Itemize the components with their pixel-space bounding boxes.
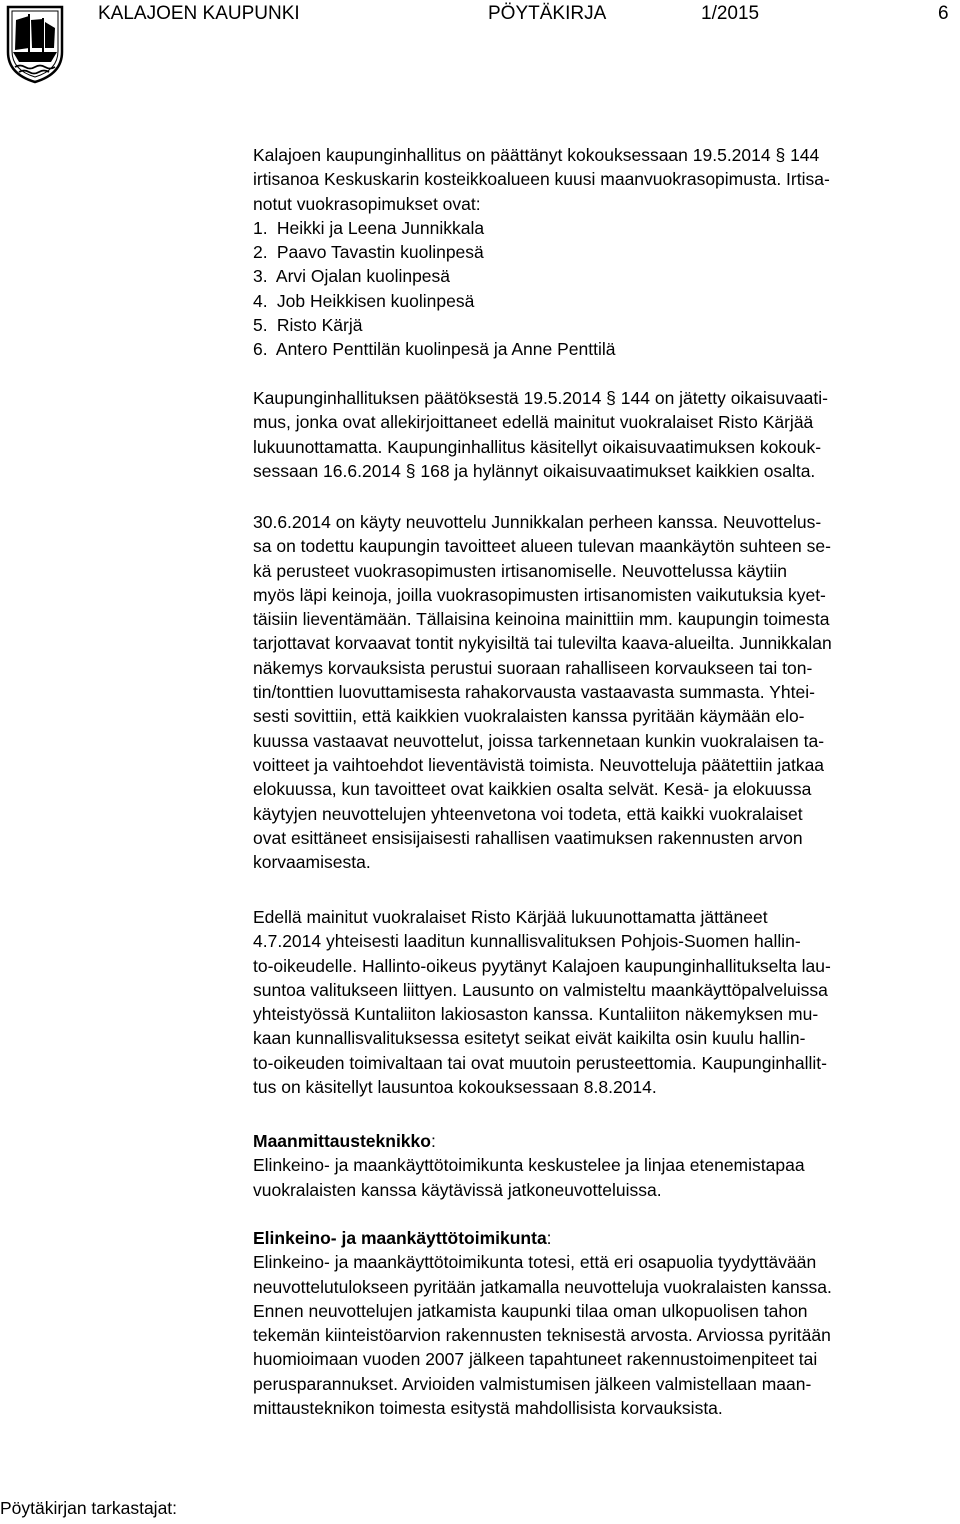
list-text: Paavo Tavastin kuolinpesä xyxy=(276,242,484,263)
appeal-paragraph xyxy=(253,905,960,1099)
list-item xyxy=(253,264,960,288)
page-header xyxy=(0,0,960,30)
text-line: tus on käsitellyt lausuntoa kokouksessaan 8.8.2014. xyxy=(253,1077,657,1098)
text-line: Ennen neuvottelujen jatkamista kaupunki tilaa oman ulkopuolisen tahon xyxy=(253,1300,808,1321)
heading-colon: : xyxy=(430,1131,436,1151)
minutes-reviewers-label: Pöytäkirjan tarkastajat: xyxy=(0,1498,178,1518)
list-item xyxy=(253,313,960,337)
list-text: Risto Kärjä xyxy=(276,315,363,336)
negotiation-paragraph xyxy=(253,510,960,874)
text-line: käytyjen neuvottelujen yhteenvetona voi todeta, että kaikki vuokralaiset xyxy=(253,803,803,824)
list-number: 1. xyxy=(253,217,268,238)
list-item xyxy=(253,337,960,361)
text-line: vuokralaisten kanssa käytävissä jatkoneuvotteluissa. xyxy=(253,1179,662,1200)
text-line: perusparannukset. Arvioiden valmistumisen jälkeen valmistellaan maan- xyxy=(253,1373,812,1394)
section-heading xyxy=(253,1129,960,1153)
list-text: Arvi Ojalan kuolinpesä xyxy=(275,266,451,287)
text-line: kuussa vastaavat neuvottelut, joissa tarkennetaan kunkin vuokralaisen ta- xyxy=(253,730,825,751)
decision-paragraph xyxy=(253,386,960,483)
coat-of-arms-ship-icon xyxy=(5,4,65,84)
text-line: näkemys korvauksista perustui suoraan rahalliseen korvaukseen tai ton- xyxy=(253,657,813,678)
text-line: irtisanoa Keskuskarin kosteikkoalueen kuusi maanvuokrasopimusta. Irtisa- xyxy=(253,169,830,190)
list-text: Job Heikkisen kuolinpesä xyxy=(276,290,475,311)
text-line: suntoa valitukseen liittyen. Lausunto on valmisteltu maankäyttöpalveluissa xyxy=(253,979,828,1000)
text-line: lukuunottamatta. Kaupunginhallitus käsitellyt oikaisuvaatimuksen kokouk- xyxy=(253,436,822,457)
list-number: 3. xyxy=(253,266,268,287)
city-name: KALAJOEN KAUPUNKI xyxy=(98,3,300,24)
list-item xyxy=(253,240,960,264)
document-number: 1/2015 xyxy=(701,3,760,24)
text-line: sessaan 16.6.2014 § 168 ja hylännyt oikaisuvaatimukset kaikkien osalta. xyxy=(253,460,816,481)
text-line: voitteet ja vaihtoehdot lieventävistä toimista. Neuvotteluja päätettiin jatkaa xyxy=(253,754,825,775)
section-title: Maanmittausteknikko xyxy=(253,1131,431,1151)
text-line: Kalajoen kaupunginhallitus on päättänyt kokouksessaan 19.5.2014 § 144 xyxy=(253,145,820,165)
text-line: huomioimaan vuoden 2007 jälkeen tapahtuneet rakennustoimenpiteet tai xyxy=(253,1349,818,1370)
text-line: myös läpi keinoja, joilla vuokrasopimusten irtisanomisten vaikutuksia kyet- xyxy=(253,584,826,605)
list-item xyxy=(253,216,960,240)
list-number: 6. xyxy=(253,339,268,360)
text-line: mus, jonka ovat allekirjoittaneet edellä mainitut vuokralaiset Risto Kärjää xyxy=(253,412,814,433)
text-line: neuvottelutulokseen pyritään jatkamalla neuvotteluja vuokralaisten kanssa. xyxy=(253,1276,832,1297)
intro-paragraph xyxy=(253,143,960,362)
heading-colon: : xyxy=(546,1228,552,1248)
text-line: sa on todettu kaupungin tavoitteet alueen tulevan maankäytön suhteen se- xyxy=(253,536,831,557)
text-line: mittausteknikon toimesta esitystä mahdollisista korvauksista. xyxy=(253,1398,723,1419)
text-line: 30.6.2014 on käyty neuvottelu Junnikkalan perheen kanssa. Neuvottelus- xyxy=(253,512,822,532)
text-line: 4.7.2014 yhteisesti laaditun kunnallisvalituksen Pohjois-Suomen hallin- xyxy=(253,931,801,952)
committee-section xyxy=(253,1226,960,1420)
text-line: kaan kunnallisvalituksessa esitetyt seikat eivät kaikilta osin kuulu hallin- xyxy=(253,1028,806,1049)
text-line: korvaamisesta. xyxy=(253,852,371,873)
list-number: 2. xyxy=(253,242,268,263)
text-line: notut vuokrasopimukset ovat: xyxy=(253,193,481,214)
document-type: PÖYTÄKIRJA xyxy=(488,3,607,24)
text-line: ovat esittäneet ensisijaisesti rahallisen vaatimuksen rakennusten arvon xyxy=(253,827,803,848)
text-line: tin/tonttien luovuttamisesta rahakorvausta vastaavasta summasta. Yhtei- xyxy=(253,682,815,703)
text-line: täisiin lieventämään. Tällaisina keinoina mainittiin mm. kaupungin toimesta xyxy=(253,609,830,630)
section-heading xyxy=(253,1226,960,1250)
text-line: yhteistyössä Kuntaliiton lakiosaston kanssa. Kuntaliiton näkemyksen mu- xyxy=(253,1004,819,1025)
list-number: 4. xyxy=(253,290,268,311)
text-line: tekemän kiinteistöarvion rakennusten teknisestä arvosta. Arviossa pyritään xyxy=(253,1325,831,1346)
list-number: 5. xyxy=(253,315,268,336)
text-line: tarjottavat korvaavat tontit nykyisiltä tai tulevilta kaava-alueilta. Junnikkalan xyxy=(253,633,832,654)
list-text: Heikki ja Leena Junnikkala xyxy=(276,217,485,238)
text-line: Elinkeino- ja maankäyttötoimikunta keskustelee ja linjaa etenemistapaa xyxy=(253,1155,805,1176)
text-line: elokuussa, kun tavoitteet ovat kaikkien osalta selvät. Kesä- ja elokuussa xyxy=(253,779,812,800)
section-title: Elinkeino- ja maankäyttötoimikunta xyxy=(253,1228,547,1248)
list-item xyxy=(253,289,960,313)
page-number: 6 xyxy=(938,3,949,24)
text-line: to-oikeuden toimivaltaan tai ovat muutoin perusteettomia. Kaupunginhallit- xyxy=(253,1052,827,1073)
text-line: sesti sovittiin, että kaikkien vuokralaisten kanssa pyritään käymään elo- xyxy=(253,706,805,727)
survey-section xyxy=(253,1129,960,1202)
list-text: Antero Penttilän kuolinpesä ja Anne Penttilä xyxy=(275,339,616,360)
text-line: Elinkeino- ja maankäyttötoimikunta totesi, että eri osapuolia tyydyttävään xyxy=(253,1252,817,1273)
text-line: Edellä mainitut vuokralaiset Risto Kärjää lukuunottamatta jättäneet xyxy=(253,907,768,927)
text-line: to-oikeudelle. Hallinto-oikeus pyytänyt Kalajoen kaupunginhallitukselta lau- xyxy=(253,955,831,976)
text-line: Kaupunginhallituksen päätöksestä 19.5.2014 § 144 on jätetty oikaisuvaati- xyxy=(253,388,828,408)
text-line: kä perusteet vuokrasopimusten irtisanomiselle. Neuvottelussa käytiin xyxy=(253,560,788,581)
